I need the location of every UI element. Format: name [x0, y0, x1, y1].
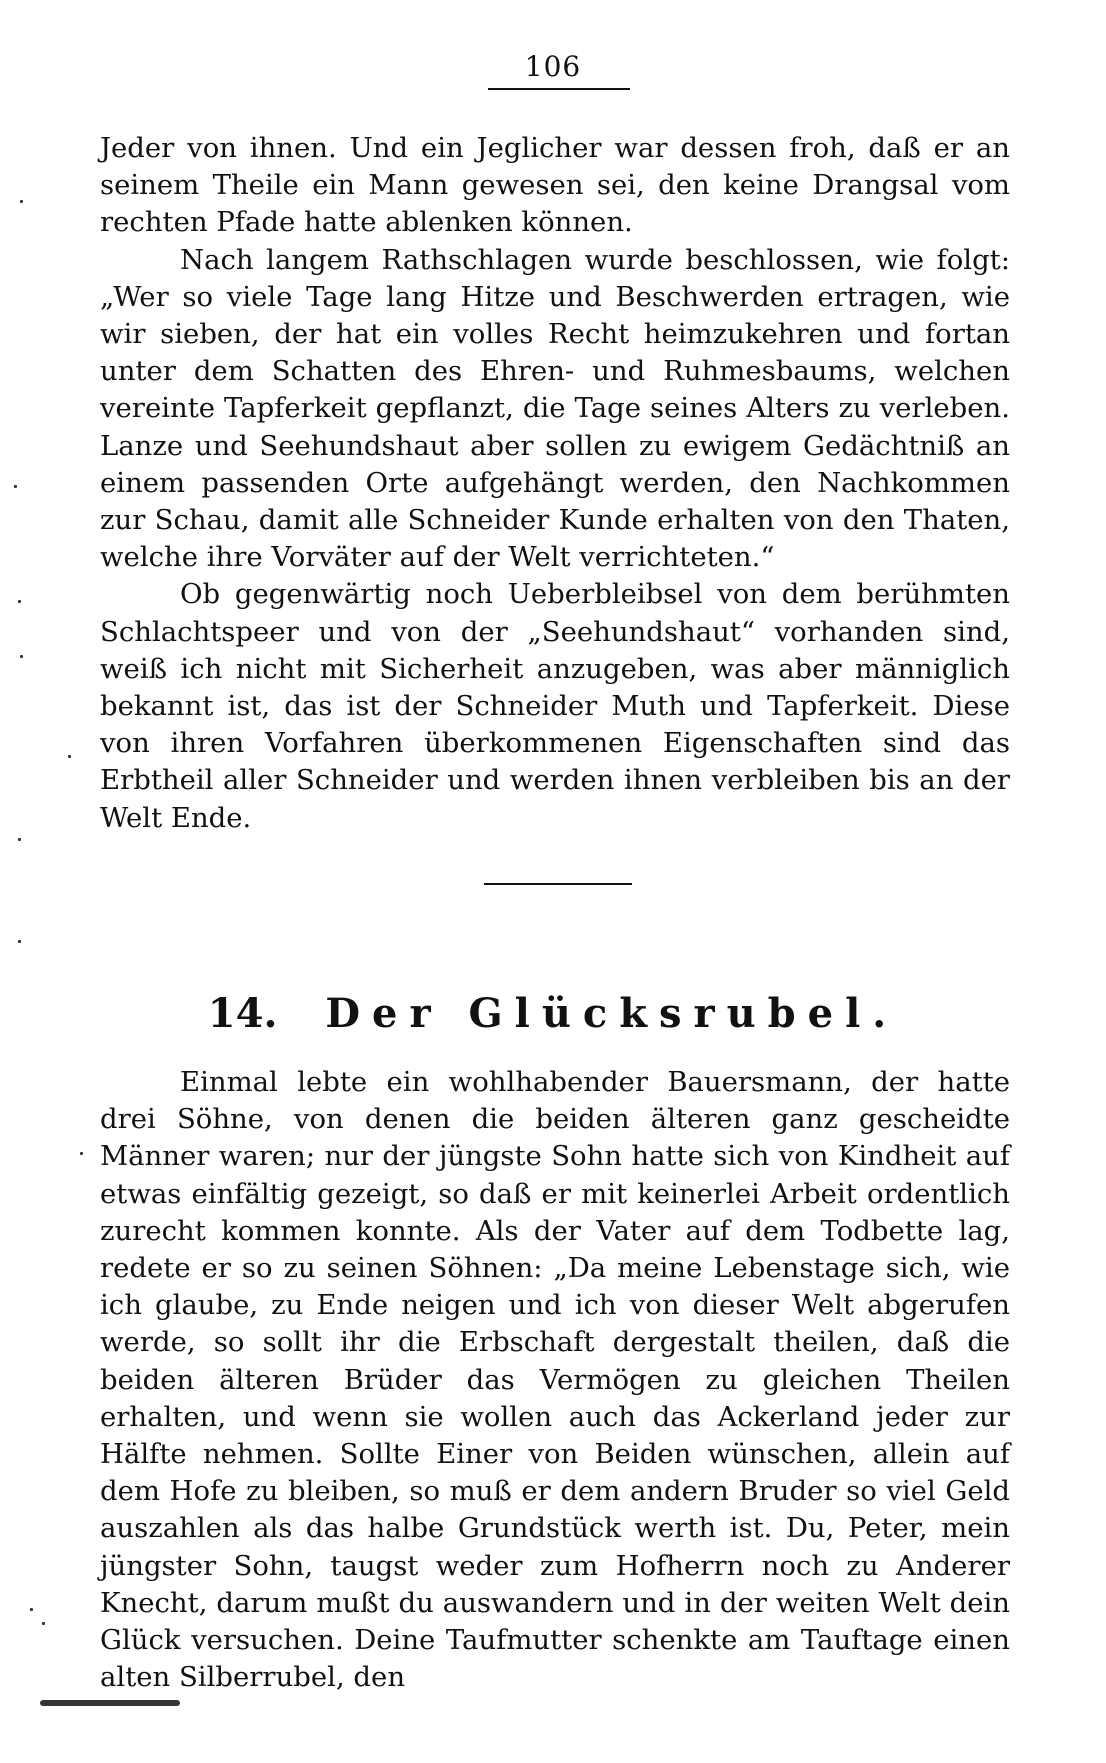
page-number: 106	[524, 50, 582, 83]
scan-mark	[20, 655, 23, 658]
paragraph: Ob gegenwärtig noch Ueberbleibsel von dem berühmten Schlachtspeer und von der „Seehundshaut“ vorhanden sind, weiß ich nicht mit Sicherheit anzugeben, was aber männiglich bekannt ist, das ist der Schneider Muth und Tapferkeit. Diese von ihren Vorfahren überkommenen Eigenschaften sind das Erbtheil aller Schneider und werden ihnen verbleiben bis an der Welt Ende.	[100, 578, 1010, 834]
scan-mark	[18, 600, 21, 603]
section-divider	[484, 883, 632, 885]
chapter-number: 14.	[207, 990, 278, 1037]
paragraph: Einmal lebte ein wohlhabender Bauersmann, der hatte drei Söhne, von denen die beiden älteren ganz gescheidte Männer waren; nur der jüngste Sohn hatte sich von Kindheit auf etwas einfältig gezeigt, so daß er mit keinerlei Arbeit ordentlich zurecht kommen konnte. Als der Vater auf dem Todbette lag, redete er so zu seinen Söhnen: „Da meine Lebenstage sich, wie ich glaube, zu Ende neigen und ich von dieser Welt abgerufen werde, so sollt ihr die Erbschaft dergestalt theilen, daß die beiden älteren Brüder das Vermögen zu gleichen Theilen erhalten, und wenn sie wollen auch das Ackerland jeder zur Hälfte nehmen. Sollte Einer von Beiden wünschen, allein auf dem Hofe zu bleiben, so muß er dem andern Bruder so viel Geld auszahlen als das halbe Grundstück werth ist. Du, Peter, mein jüngster Sohn, taugst weder zum Hofherrn noch zu Anderer Knecht, darum mußt du auswandern und in der weiten Welt dein Glück versuchen. Deine Taufmutter schenkte am Tauftage einen alten Silberrubel, den	[100, 1066, 1010, 1694]
page-number-rule	[488, 88, 630, 90]
text-block-section-one	[100, 130, 1010, 837]
paragraph: Jeder von ihnen. Und ein Jeglicher war dessen froh, daß er an seinem Theile ein Mann gewesen sei, den keine Drangsal vom rechten Pfade hatte ablenken können.	[100, 132, 1010, 239]
scan-mark	[42, 1622, 45, 1625]
text-block-section-two	[100, 1064, 1010, 1696]
chapter-title: Der Glücksrubel.	[325, 990, 899, 1037]
paragraph: Nach langem Rathschlagen wurde beschlossen, wie folgt: „Wer so viele Tage lang Hitze und Beschwerden ertragen, wie wir sieben, der hat ein volles Recht heimzukehren und fortan unter dem Schatten des Ehren- und Ruhmesbaums, welchen vereinte Tapferkeit gepflanzt, die Tage seines Alters zu verleben. Lanze und Seehundshaut aber sollen zu ewigem Gedächtniß an einem passenden Orte aufgehängt werden, den Nachkommen zur Schau, damit alle Schneider Kunde erhalten von den Thaten, welche ihre Vorväter auf der Welt verrichteten.“	[100, 243, 1010, 574]
scan-mark	[30, 1608, 33, 1611]
chapter-heading	[0, 990, 1106, 1037]
bottom-smudge	[40, 1700, 180, 1706]
scan-mark	[20, 200, 23, 203]
scan-mark	[18, 838, 21, 841]
scan-mark	[14, 485, 17, 488]
scan-mark	[68, 755, 71, 758]
scan-mark	[18, 940, 21, 943]
scan-mark	[80, 1152, 83, 1155]
